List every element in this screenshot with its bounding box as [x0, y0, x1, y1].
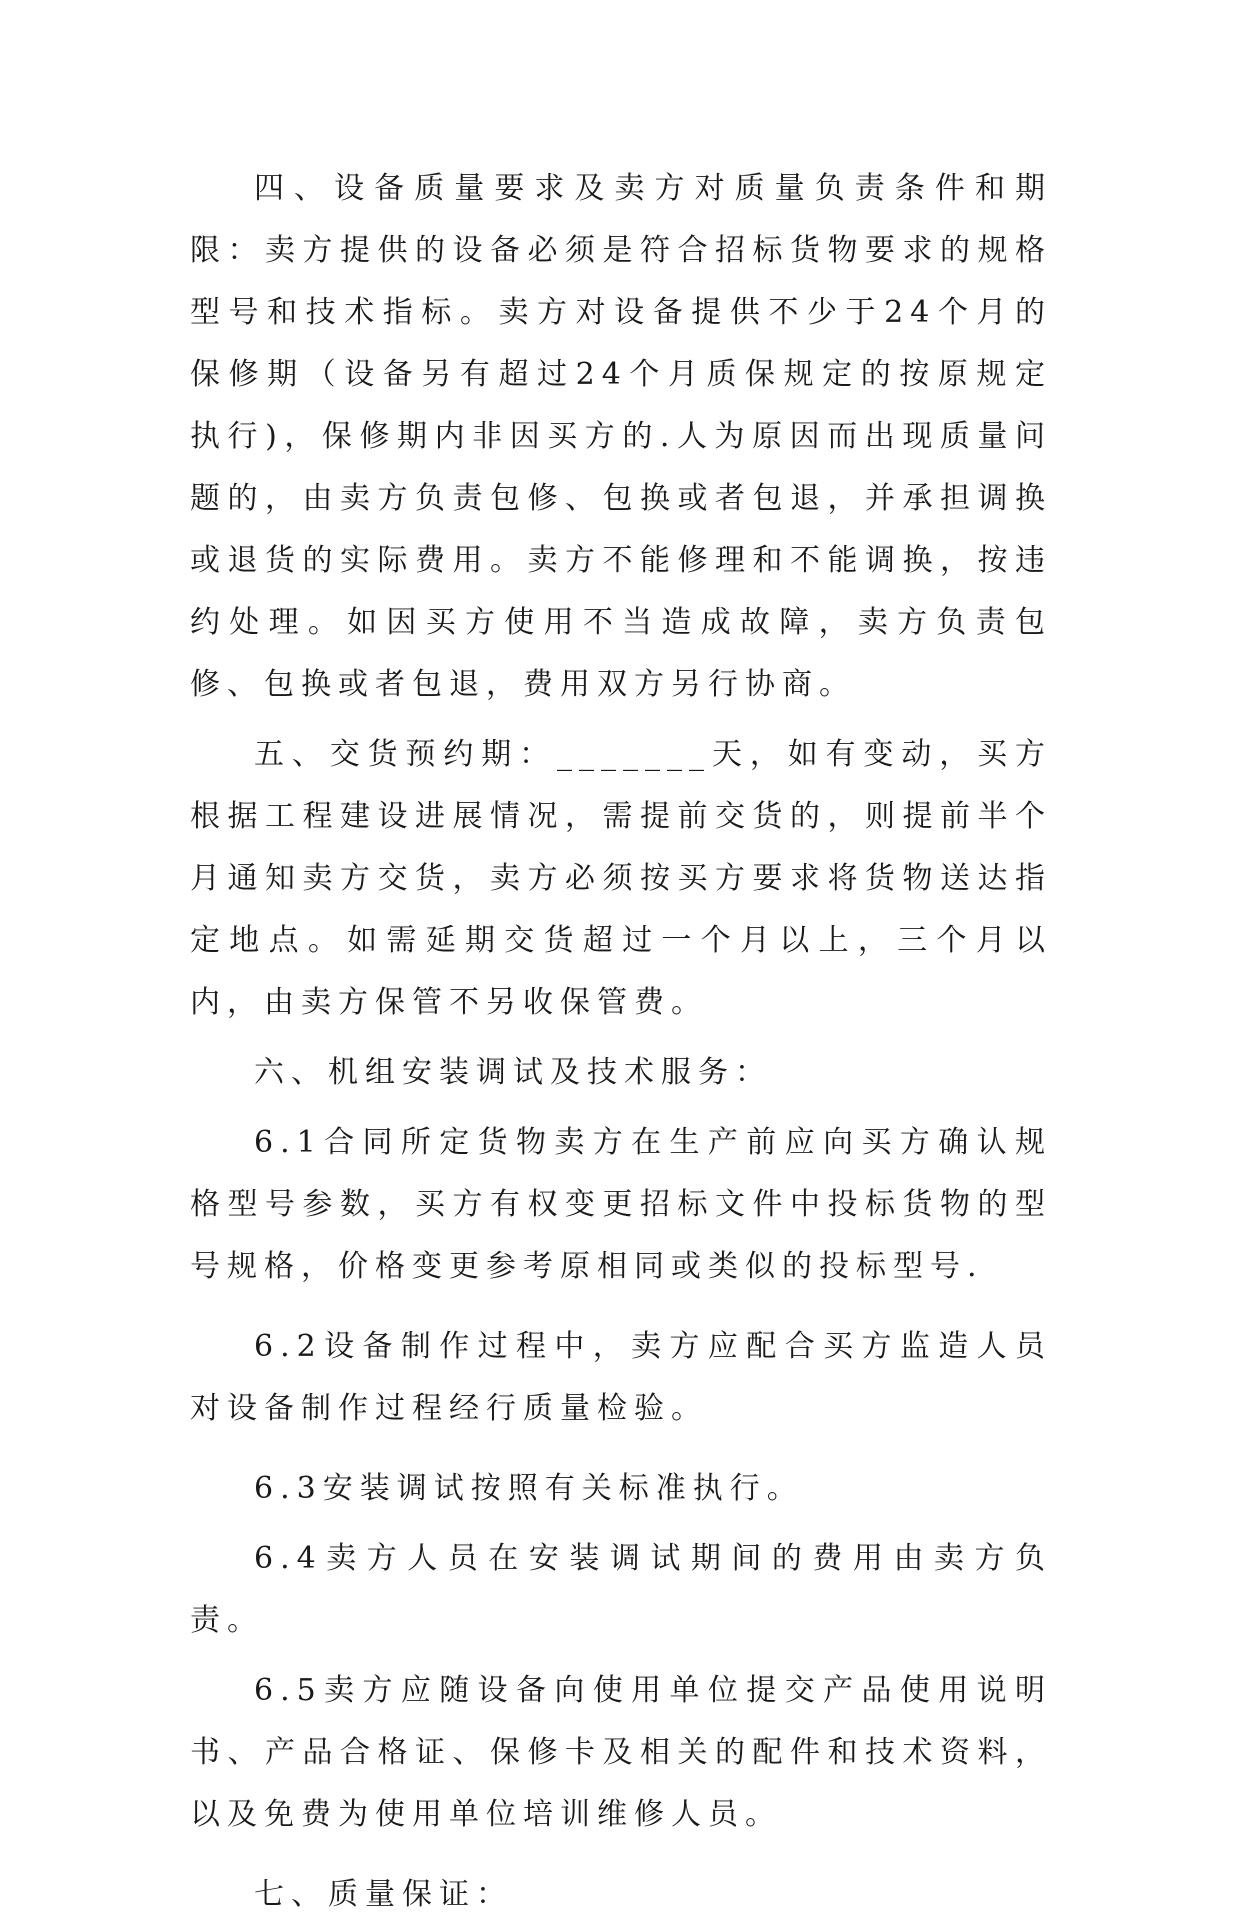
paragraph-installation-heading: 六、机组安装调试及技术服务： [254, 1055, 772, 1090]
paragraph-clause-6-5: 6.5卖方应随设备向使用单位提交产品使用说明书、产品合格证、保修卡及相关的配件和技术资料，以及免费为使用单位培训维修人员。 [190, 1673, 1052, 1832]
paragraph-clause-6-1: 6.1合同所定货物卖方在生产前应向买方确认规格型号参数，买方有权变更招标文件中投标货物的型号规格，价格变更参考原相同或类似的投标型号. [190, 1125, 1052, 1284]
document-body [190, 158, 1052, 1926]
paragraph-clause-6-4: 6.4卖方人员在安装调试期间的费用由卖方负责。 [190, 1541, 1052, 1638]
paragraph-quality-requirements: 四、设备质量要求及卖方对质量负责条件和期限：卖方提供的设备必须是符合招标货物要求的规格型号和技术指标。卖方对设备提供不少于24个月的保修期（设备另有超过24个月质保规定的按原规定执行)，保修期内非因买方的.人为原因而出现质量问题的，由卖方负责包修、包换或者包退，并承担调换或退货的实际费用。卖方不能修理和不能调换，按违约处理。如因买方使用不当造成故障，卖方负责包修、包换或者包退，费用双方另行协商。 [190, 171, 1052, 702]
paragraph-clause-6-3: 6.3安装调试按照有关标准执行。 [254, 1471, 804, 1506]
paragraph-quality-guarantee-heading: 七、质量保证： [254, 1877, 513, 1912]
paragraph-clause-6-2: 6.2设备制作过程中，卖方应配合买方监造人员对设备制作过程经行质量检验。 [190, 1329, 1052, 1426]
paragraph-delivery-period: 五、交货预约期：_______天，如有变动，买方根据工程建设进展情况，需提前交货的，则提前半个月通知卖方交货，卖方必须按买方要求将货物送达指定地点。如需延期交货超过一个月以上，三个月以内，由卖方保管不另收保管费。 [190, 737, 1052, 1020]
